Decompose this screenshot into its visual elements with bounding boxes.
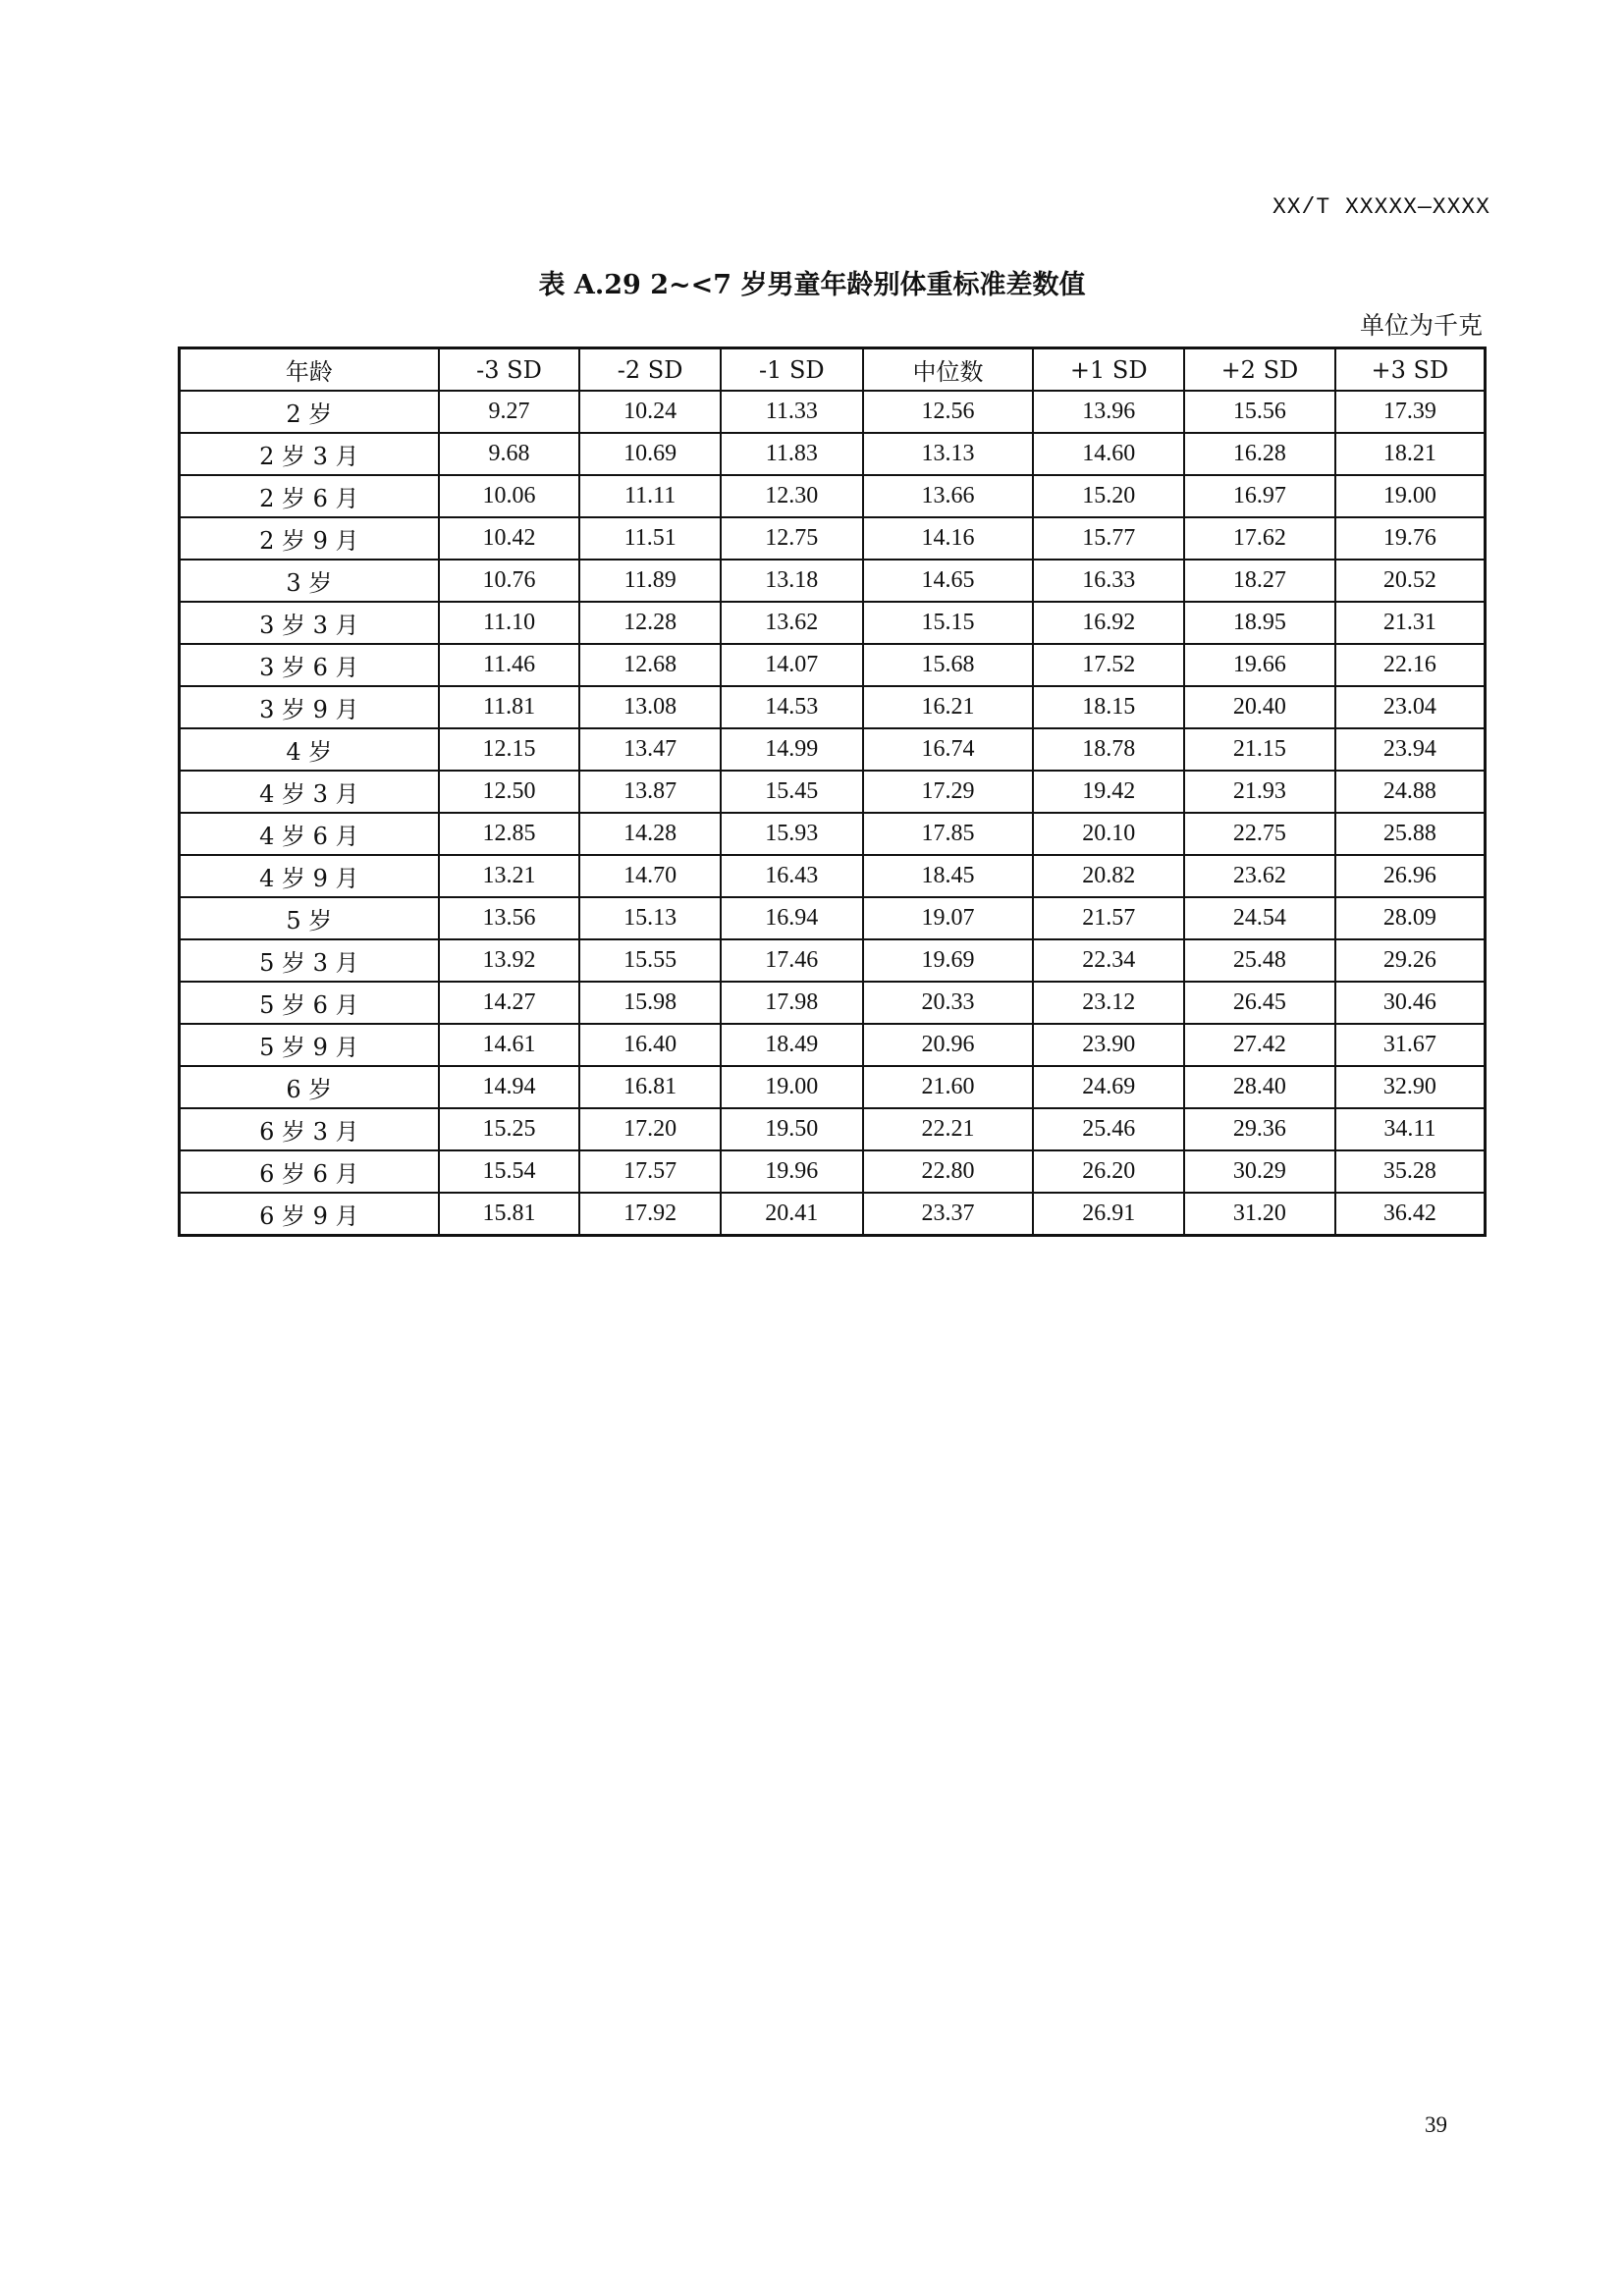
table-row	[180, 433, 1486, 475]
value-cell: 31.67	[1335, 1024, 1486, 1066]
value-cell: 20.96	[863, 1024, 1034, 1066]
value-cell: 19.69	[863, 939, 1034, 982]
value-cell: 17.39	[1335, 391, 1486, 433]
value-cell: 13.56	[439, 897, 580, 939]
value-cell: 30.29	[1184, 1150, 1335, 1193]
table-row	[180, 982, 1486, 1024]
value-cell: 13.62	[721, 602, 863, 644]
value-cell: 20.41	[721, 1193, 863, 1236]
age-cell: 3 岁	[180, 560, 439, 602]
table-body	[180, 391, 1486, 1236]
value-cell: 14.27	[439, 982, 580, 1024]
age-cell: 3 岁 3 月	[180, 602, 439, 644]
value-cell: 13.66	[863, 475, 1034, 517]
value-cell: 22.34	[1033, 939, 1184, 982]
age-cell: 4 岁 3 月	[180, 771, 439, 813]
value-cell: 19.50	[721, 1108, 863, 1150]
value-cell: 11.11	[579, 475, 721, 517]
value-cell: 20.40	[1184, 686, 1335, 728]
table-row	[180, 602, 1486, 644]
age-cell: 6 岁 9 月	[180, 1193, 439, 1236]
column-header: 年龄	[180, 348, 439, 392]
value-cell: 12.56	[863, 391, 1034, 433]
table-row	[180, 1024, 1486, 1066]
value-cell: 11.46	[439, 644, 580, 686]
value-cell: 14.07	[721, 644, 863, 686]
column-header: -3 SD	[439, 348, 580, 392]
value-cell: 19.07	[863, 897, 1034, 939]
document-code: XX/T XXXXX—XXXX	[1272, 194, 1490, 220]
value-cell: 23.04	[1335, 686, 1486, 728]
value-cell: 12.28	[579, 602, 721, 644]
value-cell: 15.98	[579, 982, 721, 1024]
value-cell: 15.68	[863, 644, 1034, 686]
value-cell: 18.15	[1033, 686, 1184, 728]
value-cell: 24.69	[1033, 1066, 1184, 1108]
value-cell: 14.16	[863, 517, 1034, 560]
value-cell: 10.06	[439, 475, 580, 517]
value-cell: 19.00	[1335, 475, 1486, 517]
value-cell: 12.68	[579, 644, 721, 686]
value-cell: 22.80	[863, 1150, 1034, 1193]
value-cell: 28.09	[1335, 897, 1486, 939]
value-cell: 14.60	[1033, 433, 1184, 475]
weight-sd-table	[178, 347, 1487, 1237]
value-cell: 14.94	[439, 1066, 580, 1108]
age-cell: 3 岁 6 月	[180, 644, 439, 686]
value-cell: 16.40	[579, 1024, 721, 1066]
value-cell: 27.42	[1184, 1024, 1335, 1066]
value-cell: 13.87	[579, 771, 721, 813]
value-cell: 22.16	[1335, 644, 1486, 686]
value-cell: 15.20	[1033, 475, 1184, 517]
age-cell: 6 岁	[180, 1066, 439, 1108]
table-row	[180, 1066, 1486, 1108]
value-cell: 24.88	[1335, 771, 1486, 813]
value-cell: 18.78	[1033, 728, 1184, 771]
unit-label: 单位为千克	[1359, 311, 1483, 340]
value-cell: 16.74	[863, 728, 1034, 771]
value-cell: 10.69	[579, 433, 721, 475]
value-cell: 9.27	[439, 391, 580, 433]
table-header-row	[180, 348, 1486, 392]
value-cell: 16.92	[1033, 602, 1184, 644]
value-cell: 19.42	[1033, 771, 1184, 813]
column-header: -2 SD	[579, 348, 721, 392]
value-cell: 15.55	[579, 939, 721, 982]
value-cell: 13.21	[439, 855, 580, 897]
age-cell: 2 岁 3 月	[180, 433, 439, 475]
age-cell: 6 岁 3 月	[180, 1108, 439, 1150]
value-cell: 35.28	[1335, 1150, 1486, 1193]
value-cell: 25.46	[1033, 1108, 1184, 1150]
value-cell: 13.96	[1033, 391, 1184, 433]
value-cell: 31.20	[1184, 1193, 1335, 1236]
value-cell: 17.57	[579, 1150, 721, 1193]
value-cell: 14.61	[439, 1024, 580, 1066]
value-cell: 23.12	[1033, 982, 1184, 1024]
value-cell: 11.51	[579, 517, 721, 560]
value-cell: 26.91	[1033, 1193, 1184, 1236]
value-cell: 11.10	[439, 602, 580, 644]
value-cell: 12.30	[721, 475, 863, 517]
value-cell: 13.13	[863, 433, 1034, 475]
value-cell: 20.10	[1033, 813, 1184, 855]
value-cell: 19.96	[721, 1150, 863, 1193]
value-cell: 16.94	[721, 897, 863, 939]
column-header: -1 SD	[721, 348, 863, 392]
table-row	[180, 1150, 1486, 1193]
value-cell: 32.90	[1335, 1066, 1486, 1108]
value-cell: 24.54	[1184, 897, 1335, 939]
value-cell: 19.66	[1184, 644, 1335, 686]
value-cell: 15.81	[439, 1193, 580, 1236]
value-cell: 19.00	[721, 1066, 863, 1108]
value-cell: 15.93	[721, 813, 863, 855]
value-cell: 25.48	[1184, 939, 1335, 982]
value-cell: 16.97	[1184, 475, 1335, 517]
value-cell: 20.33	[863, 982, 1034, 1024]
value-cell: 11.81	[439, 686, 580, 728]
value-cell: 18.49	[721, 1024, 863, 1066]
value-cell: 14.99	[721, 728, 863, 771]
value-cell: 10.76	[439, 560, 580, 602]
value-cell: 23.62	[1184, 855, 1335, 897]
table-row	[180, 728, 1486, 771]
value-cell: 19.76	[1335, 517, 1486, 560]
value-cell: 11.83	[721, 433, 863, 475]
age-cell: 5 岁 3 月	[180, 939, 439, 982]
column-header: +2 SD	[1184, 348, 1335, 392]
value-cell: 18.27	[1184, 560, 1335, 602]
value-cell: 23.90	[1033, 1024, 1184, 1066]
table-row	[180, 897, 1486, 939]
value-cell: 34.11	[1335, 1108, 1486, 1150]
value-cell: 36.42	[1335, 1193, 1486, 1236]
value-cell: 15.13	[579, 897, 721, 939]
age-cell: 2 岁	[180, 391, 439, 433]
value-cell: 21.31	[1335, 602, 1486, 644]
age-cell: 5 岁 9 月	[180, 1024, 439, 1066]
value-cell: 15.54	[439, 1150, 580, 1193]
value-cell: 16.33	[1033, 560, 1184, 602]
value-cell: 17.52	[1033, 644, 1184, 686]
value-cell: 22.75	[1184, 813, 1335, 855]
value-cell: 18.95	[1184, 602, 1335, 644]
value-cell: 26.20	[1033, 1150, 1184, 1193]
value-cell: 11.89	[579, 560, 721, 602]
table-row	[180, 560, 1486, 602]
table-row	[180, 644, 1486, 686]
table-row	[180, 771, 1486, 813]
value-cell: 21.93	[1184, 771, 1335, 813]
value-cell: 17.20	[579, 1108, 721, 1150]
column-header: 中位数	[863, 348, 1034, 392]
value-cell: 15.56	[1184, 391, 1335, 433]
value-cell: 12.75	[721, 517, 863, 560]
value-cell: 16.21	[863, 686, 1034, 728]
value-cell: 12.15	[439, 728, 580, 771]
value-cell: 18.45	[863, 855, 1034, 897]
value-cell: 15.45	[721, 771, 863, 813]
table-row	[180, 855, 1486, 897]
value-cell: 16.28	[1184, 433, 1335, 475]
table-row	[180, 1193, 1486, 1236]
value-cell: 14.70	[579, 855, 721, 897]
value-cell: 23.37	[863, 1193, 1034, 1236]
value-cell: 17.85	[863, 813, 1034, 855]
value-cell: 20.82	[1033, 855, 1184, 897]
value-cell: 14.65	[863, 560, 1034, 602]
age-cell: 4 岁 6 月	[180, 813, 439, 855]
age-cell: 5 岁	[180, 897, 439, 939]
table-row	[180, 391, 1486, 433]
age-cell: 5 岁 6 月	[180, 982, 439, 1024]
table-row	[180, 813, 1486, 855]
value-cell: 13.92	[439, 939, 580, 982]
value-cell: 11.33	[721, 391, 863, 433]
value-cell: 25.88	[1335, 813, 1486, 855]
value-cell: 29.36	[1184, 1108, 1335, 1150]
value-cell: 12.50	[439, 771, 580, 813]
value-cell: 15.15	[863, 602, 1034, 644]
value-cell: 26.96	[1335, 855, 1486, 897]
value-cell: 17.98	[721, 982, 863, 1024]
value-cell: 16.43	[721, 855, 863, 897]
value-cell: 13.08	[579, 686, 721, 728]
value-cell: 13.18	[721, 560, 863, 602]
value-cell: 20.52	[1335, 560, 1486, 602]
value-cell: 17.46	[721, 939, 863, 982]
age-cell: 6 岁 6 月	[180, 1150, 439, 1193]
value-cell: 13.47	[579, 728, 721, 771]
column-header: +1 SD	[1033, 348, 1184, 392]
value-cell: 18.21	[1335, 433, 1486, 475]
value-cell: 21.57	[1033, 897, 1184, 939]
value-cell: 10.24	[579, 391, 721, 433]
value-cell: 15.77	[1033, 517, 1184, 560]
value-cell: 30.46	[1335, 982, 1486, 1024]
age-cell: 3 岁 9 月	[180, 686, 439, 728]
value-cell: 9.68	[439, 433, 580, 475]
value-cell: 16.81	[579, 1066, 721, 1108]
age-cell: 2 岁 9 月	[180, 517, 439, 560]
value-cell: 17.92	[579, 1193, 721, 1236]
value-cell: 12.85	[439, 813, 580, 855]
value-cell: 15.25	[439, 1108, 580, 1150]
value-cell: 21.60	[863, 1066, 1034, 1108]
value-cell: 29.26	[1335, 939, 1486, 982]
value-cell: 22.21	[863, 1108, 1034, 1150]
value-cell: 17.62	[1184, 517, 1335, 560]
page-number: 39	[1425, 2112, 1447, 2137]
age-cell: 4 岁	[180, 728, 439, 771]
table-row	[180, 686, 1486, 728]
table-row	[180, 939, 1486, 982]
age-cell: 2 岁 6 月	[180, 475, 439, 517]
value-cell: 17.29	[863, 771, 1034, 813]
value-cell: 14.53	[721, 686, 863, 728]
table-row	[180, 517, 1486, 560]
age-cell: 4 岁 9 月	[180, 855, 439, 897]
table-title: 表 A.29 2~<7 岁男童年龄别体重标准差数值	[538, 270, 1086, 300]
value-cell: 14.28	[579, 813, 721, 855]
value-cell: 23.94	[1335, 728, 1486, 771]
value-cell: 26.45	[1184, 982, 1335, 1024]
table-row	[180, 475, 1486, 517]
value-cell: 28.40	[1184, 1066, 1335, 1108]
table-row	[180, 1108, 1486, 1150]
value-cell: 10.42	[439, 517, 580, 560]
column-header: +3 SD	[1335, 348, 1486, 392]
value-cell: 21.15	[1184, 728, 1335, 771]
